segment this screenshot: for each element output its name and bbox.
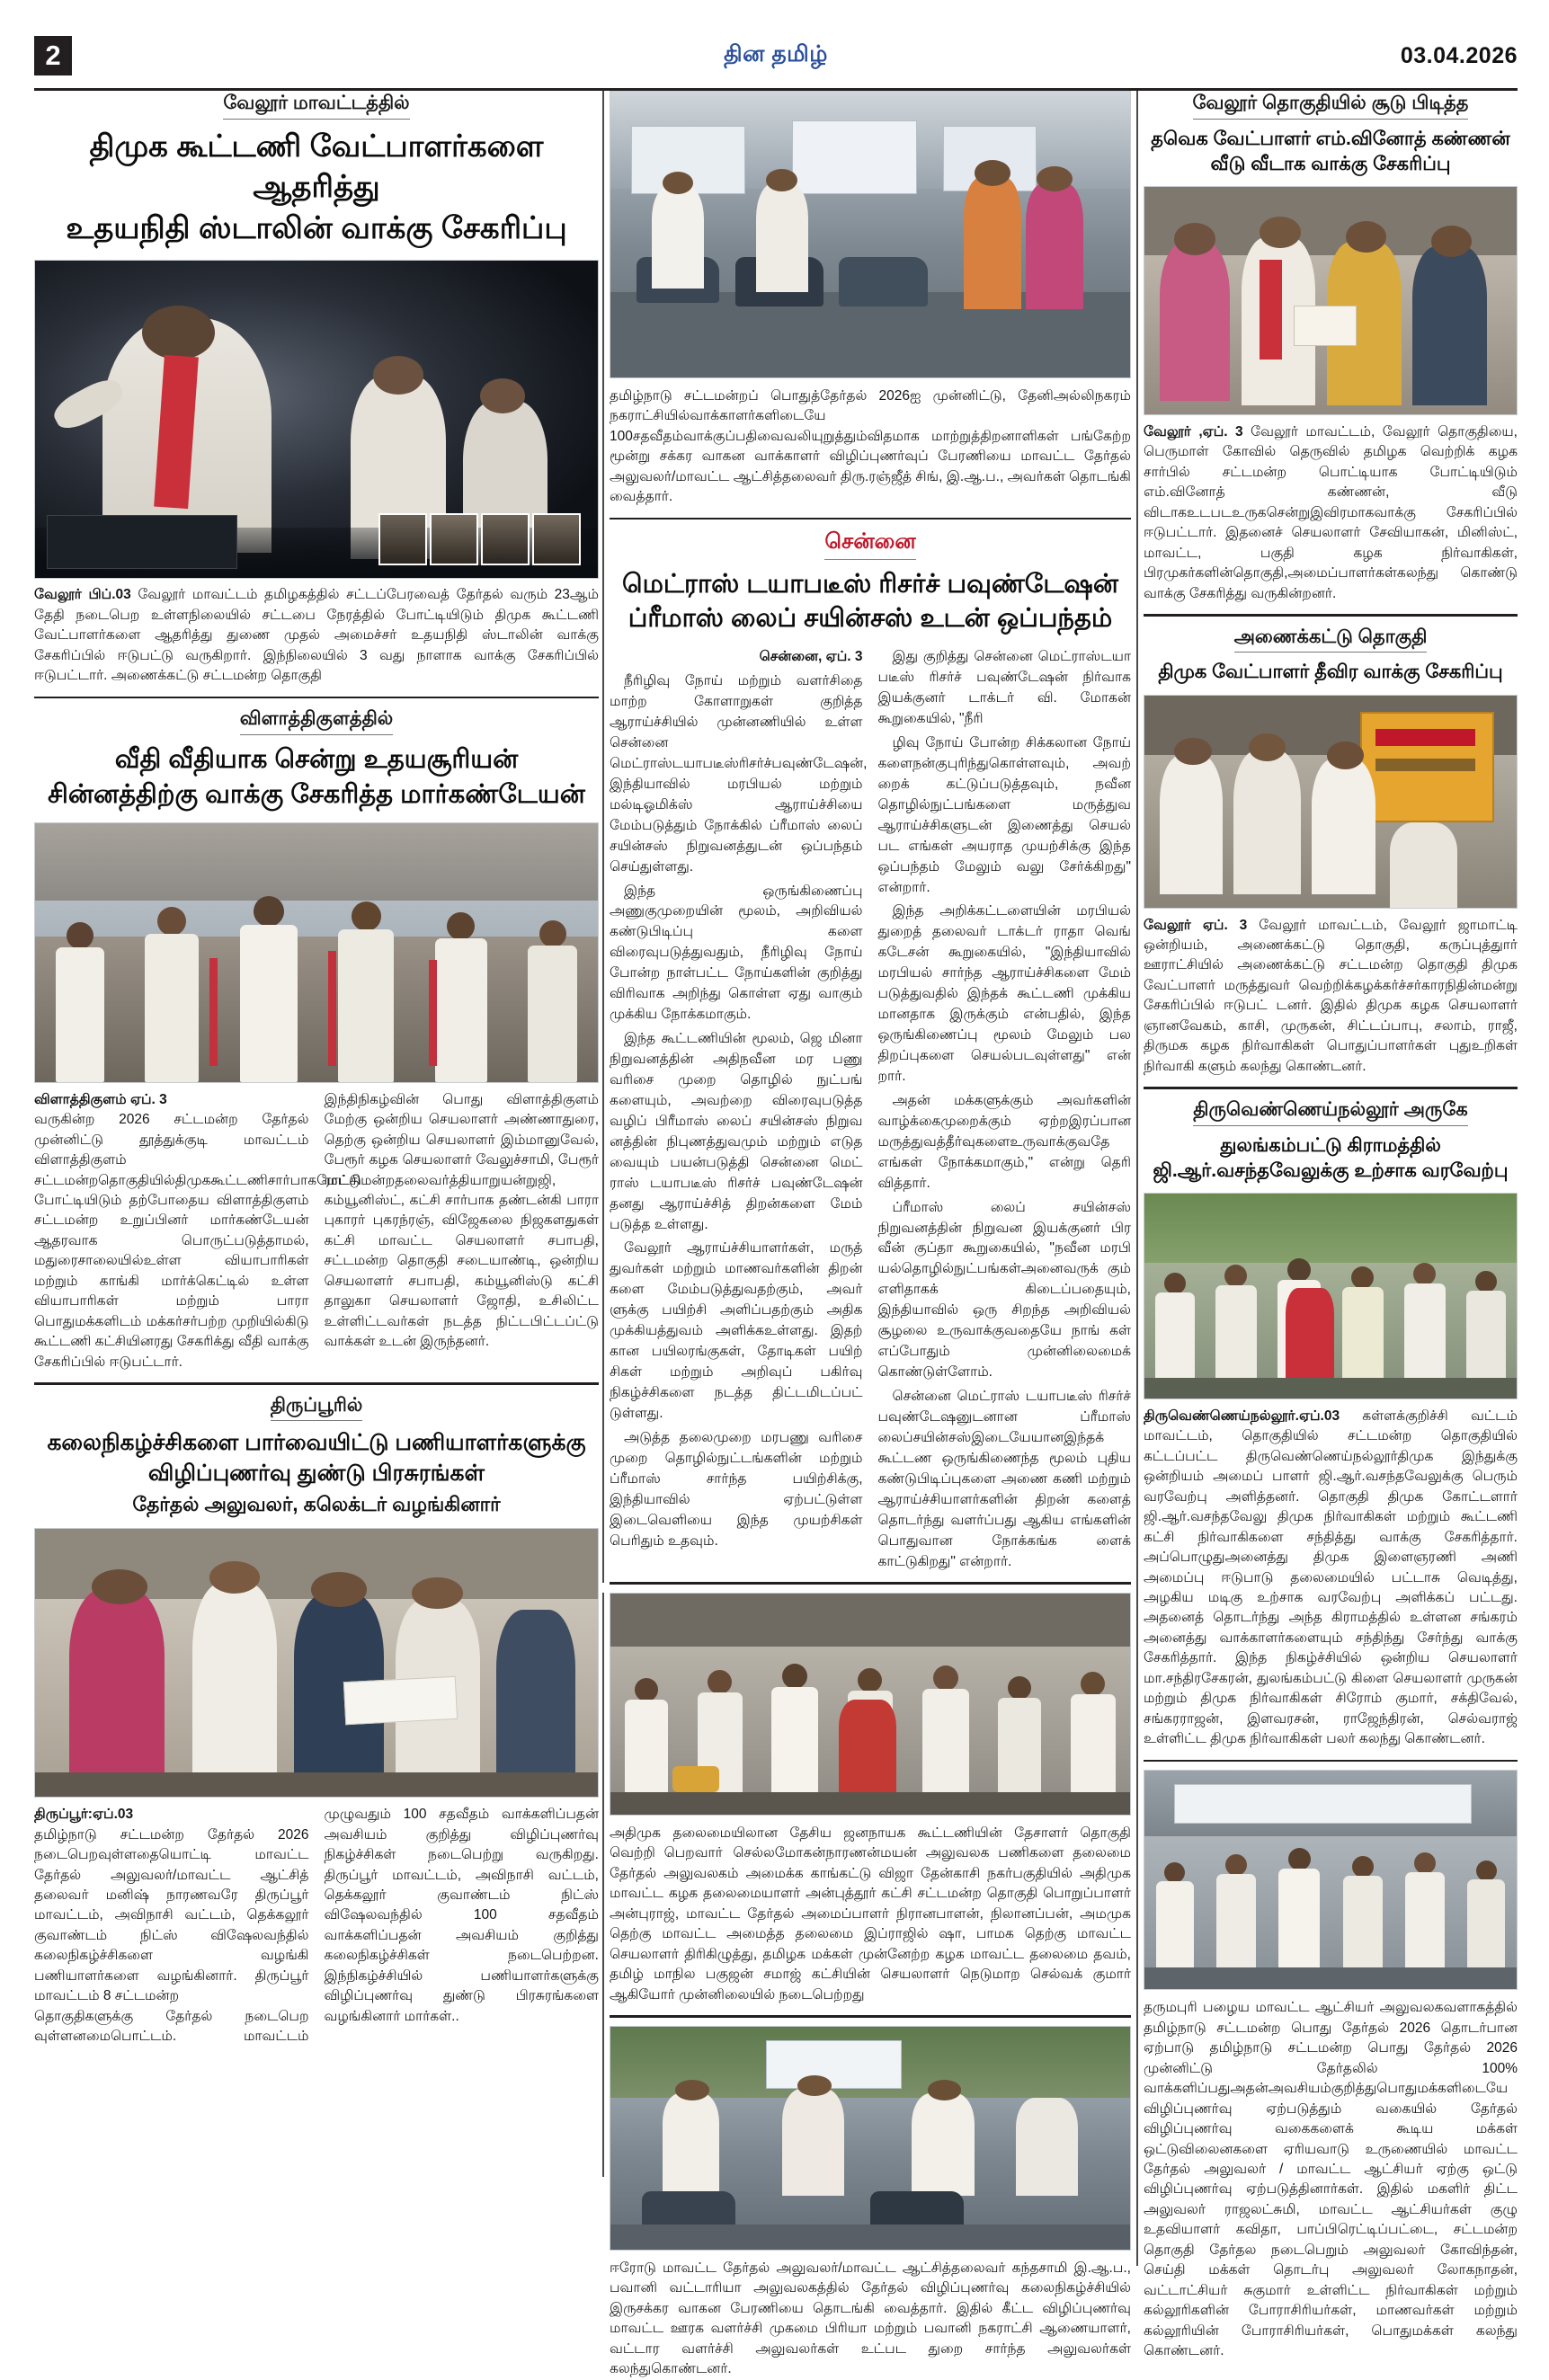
caption-dateline-3: திருப்பூர்:ஏப்.03: [34, 1807, 134, 1823]
city-tag-chennai: சென்னை: [824, 528, 915, 559]
caption-erode: ஈரோடு மாவட்ட தேர்தல் அலுவலர்/மாவட்ட ஆட்சித்தலைவர் கந்தசாமி இ.ஆ.ப., பவானி வட்டாரியா அலுவலகத்தில் தேர்தல் விழிப்புணர்வு கலைநிகழ்ச்சியில் இருசக்கர வாகன பேரணியை தொடங்கி வைத்தார். இதில் கீட்ட விழிப்புணர்வு மாவட்ட ஊரக வளர்ச்சி முகமை பிரியா மற்றும் பவானி நகராட்சி ஆணையாளர், வட்டார வளர்ச்சி அலுவலர்கள் உட்பட துறை சார்ந்த அலுவலர்கள் கலந்துகொண்டனர்.: [610, 2260, 1131, 2377]
caption-udhayanidhi: [34, 585, 599, 686]
mdrf-p1: நீரிழிவு நோய் மற்றும் வளர்சிதை மாற்ற கோளாறுகள் குறித்த ஆராய்ச்சியில் முன்னணியில் உள்ள சென்னை மெட்ராஸ்டயாபடீஸ்ரிசர்ச்பவுண்டேஷன், இந்தியாவில் மரபியல் மற்றும் மல்டிஓமிக்ஸ் ஆராய்ச்சியை மேம்படுத்தும் நோக்கில் ப்ரீமாஸ் லைப் சயின்சஸ் நிறுவனத்துடன் ஒப்பந்தம் செய்துள்ளது.: [610, 673, 868, 875]
mdrf-p6: இது குறித்து சென்னை மெட்ராஸ்டயா படீஸ் ரிசர்ச் பவுண்டேஷன் நிர்வாக இயக்குனர் டாக்டர் வி. மோகன் கூறுகையில், "நீரி: [877, 649, 1131, 727]
mdrf-p2: இந்த ஒருங்கிணைப்பு அணுகுமுறையின் மூலம், அறிவியல் கண்டுபிடிப்பு களை விரைவுபடுத்துவதும், நீரிழிவு நோய் போன்ற நாள்பட்ட நோய்களின் குறித்து விரிவாக அறிந்து கொள்ள ஏது வாகும் முக்கிய நோக்கமாகும்.: [610, 883, 863, 1023]
body-mdrf: [610, 647, 1131, 1572]
kicker-anaikattu: அணைக்கட்டு தொகுதி: [1234, 625, 1428, 653]
article-theni-rally: [610, 91, 1131, 508]
mdrf-p9: அதன் மக்களுக்கும் அவர்களின் வாழ்க்கைமுறைக்கும் ஏற்றஇரப்பான மருத்துவத்தீர்வுகளைஉருவாக்குவதே எங்கள் நோக்கமாகும்," என்று தெரி வித்தார்.: [877, 1092, 1131, 1191]
article-vinoth-kannan: [1144, 91, 1518, 604]
caption-dateline: வேலூர் பிப்.03: [34, 587, 131, 603]
headline-vilathikulam-2: சின்னத்திற்கு வாக்கு சேகரித்த மார்கண்டேயன்: [48, 779, 585, 809]
issue-date: 03.04.2026: [1400, 43, 1518, 68]
headline-vinoth-2: வீடு வீடாக வாக்கு சேகரிப்பு: [1210, 153, 1451, 174]
headline-mdrf-2: ப்ரீமாஸ் லைப் சயின்சஸ் உடன் ஒப்பந்தம்: [628, 604, 1113, 634]
caption-dateline-c1: வேலூர் ,ஏப். 3: [1144, 423, 1243, 440]
caption-vinoth: [1144, 422, 1518, 604]
photo-aiadmk-meeting: [610, 1593, 1131, 1816]
column-divider-right: [1136, 91, 1138, 2266]
kicker-vellore-constituency: வேலூர் தொகுதியில் சூடு பிடித்த: [1193, 91, 1469, 120]
caption-dateline-2: விளாத்திகுளம் ஏப். 3: [34, 1091, 167, 1107]
headline-thulagampattu-1: துலங்கம்பட்டு கிராமத்தில்: [1220, 1134, 1441, 1156]
middle-column: [610, 91, 1131, 2380]
headline-anaikattu: திமுக வேட்பாளர் தீவிர வாக்கு சேகரிப்பு: [1158, 662, 1503, 683]
photo-thulagampattu-welcome: [1144, 1193, 1518, 1399]
article-divider-right-2: [1144, 1087, 1518, 1089]
photo-erode-bike-rally: [610, 2026, 1131, 2251]
photo-tiruppur-factory: [34, 1528, 599, 1798]
headline-vilathikulam-1: வீதி வீதியாக சென்று உதயசூரியன்: [114, 744, 519, 774]
mdrf-p5: அடுத்த தலைமுறை மரபணு வரிசை முறை தொழில்நுட்டங்களின் மற்றும் ப்ரீமாஸ் சார்ந்த பயிற்சிக்கு, இந்தியாவில் ஏற்பட்டுள்ள இடைவெளியை இந்த முயற்சிகள் பெரிதும் உதவும்.: [610, 1429, 863, 1549]
headline-tiruppur-2: விழிப்புணர்வு துண்டு பிரசுரங்கள்: [147, 1460, 485, 1486]
article-divider-right-1: [1144, 614, 1518, 617]
right-column: [1144, 91, 1518, 2362]
photo-dharmapuri-awareness: [1144, 1770, 1518, 1990]
masthead: [34, 36, 1518, 88]
article-vilathikulam: [34, 706, 599, 1372]
mdrf-p7: ழிவு நோய் போன்ற சிக்கலான நோய் களைநன்குபுரிந்துகொள்ளவும், அவற் றைக் கட்டுப்படுத்தவும், நவீன தொழில்நுட்பங்களை மருத்துவ ஆராய்ச்சிகளுடன் இணைத்து செயல் பட எங்கள் அயராத முயற்சிக்கு இந்த ஒப்பந்தம் மேலும் வலு சேர்க்கிறது" என்றார்.: [877, 734, 1131, 895]
headline-mdrf-1: மெட்ராஸ் டயாபடீஸ் ரிசர்ச் பவுண்டேஷன்: [622, 569, 1118, 599]
article-anaikattu: [1144, 625, 1518, 1078]
article-divider-2: [34, 1382, 599, 1385]
dateline-mdrf: சென்னை, ஏப். 3: [759, 649, 863, 665]
article-vellore-udhayanidhi: [34, 91, 599, 687]
article-thulagampattu: [1144, 1097, 1518, 1750]
headline-tiruppur-1: கலைநிகழ்ச்சிகளை பார்வையிட்டு பணியாளர்களுக்கு: [47, 1430, 586, 1456]
article-divider-mid-2: [610, 1582, 1131, 1585]
article-mdrf: [610, 528, 1131, 1572]
mdrf-p4: வேலூர் ஆராய்ச்சியாளர்கள், மருத் துவர்கள் மற்றும் மாணவர்களின் திறன் களை மேம்படுத்துவதற்கும், அவர் ளுக்கு பயிற்சி அளிப்பதற்கும் அதிக முக்கியத்துவம் அளிக்கஉள்ளது. இதற் கான பயிலரங்குகள், தோடிகள் பயிற் சிகள் மற்றும் அறிவுப் பகிர்வு நிகழ்ச்சிகளை நடத்த திட்டமிடப்பட் டுள்ளது.: [610, 1240, 863, 1421]
article-aiadmk: [610, 1593, 1131, 2005]
caption-theni: தமிழ்நாடு சட்டமன்றப் பொதுத்தேர்தல் 2026ஐ முன்னிட்டு, தேனிஅல்லிநகரம் நகராட்சியில்வாக்காளர்களிடையே 100சதவீதம்வாக்குப்பதிவைவலியுறுத்தும்விதமாக மாற்றுத்திறனாளிகள் பங்கேற்ற மூன்று சக்கர வாகன வாக்காளர் விழிப்புணர்வுப் பேரணியை மாவட்ட தேர்தல் அலுவலர்/மாவட்ட ஆட்சித்தலைவர் திரு.ரஞ்ஜீத் சிங், இ.ஆ.ப., அவர்கள் தொடங்கி வைத்தார்.: [610, 388, 1131, 505]
article-divider-1: [34, 697, 599, 699]
inset-portraits: [378, 513, 581, 565]
mdrf-p10: ப்ரீமாஸ் லைப் சயின்சஸ் நிறுவனத்தின் நிறுவன இயக்குனர் பிர வீன் குப்தா கூறுகையில், "நவீன மரபி யல்தொழில்நுட்பங்கள்அனைவருக் கும் எளிதாகக் கிடைப்பதையும், இந்தியாவில் ஒரு சிறந்த அறிவியல் சூழலை உருவாக்குவதையே நாங் கள் எப்போதும் முன்னிலைமைக் கொண்டுள்ளோம்.: [877, 1199, 1131, 1381]
left-column: [34, 91, 599, 2047]
caption-text-c2: வேலூர் மாவட்டம், வேலூர் ஜாமாட்டி ஒன்றியம், அணைக்கட்டு தொகுதி, கருப்புத்துார் ஊராட்சியில் அணைக்கட்டு சட்டமன்ற தொகுதி திமுக வேட்பாளர் மருத்துவர் வெற்றிக்கழக்கர்ச்சர்காரநிதின்மன்று சேகரிப்பில் ஈடுபட் டனர். இதில் திமுக கழக செயலாளர் ஞானவேகம், காசி, முருகன், சிட்டப்பாபு, சலாம், ராஜீ, திருமக கழக நிர்வாகிகள் பொதுப்பாளர்கள் புதுஉறிகள் நிர்வாகி களும் கலந்து கொண்டனர்.: [1144, 917, 1518, 1074]
caption-dateline-c2: வேலூர் ஏப். 3: [1144, 917, 1248, 933]
caption-aiadmk: அதிமுக தலைமையிலான தேசிய ஜனநாயக கூட்டணியின் தேசாளர் தொகுதி வெற்றி பெறவாா் செல்லமோகன்நாரணன்மயன் அலுவலக பணிகளை தலைமை தேர்தல் அலுவலகம் அமைக்க காங்கட்டு விஜா தேன்காசி நகர்பகுதியில் அதிமுக மாவட்ட கழக தலைமையாளர் அன்புத்தூர் கட்சி சட்டமன்ற தொகுதி பொறுப்பாளர் அன்புராஜ், மாவட்ட தேர்தல் அமைப்பாளர் நிரானபாளன், நிலானப்பன், அமமுக தெற்கு மாவட்ட அமைத்த தலைமை இப்ராஜில் ஷா, பாமக தெற்கு மாவட்ட செயலாளர் திரிகிழுத்து, தமிழக மக்கள் முன்னேற்ற கழக மாவட்ட தலைமை தவம், தமிழ் மாநில பகுஜன் சமாஜ் கட்சியின் செயலாளர் நெடுமாற செல்வக் குமார் ஆகியோர் முன்னிலையில் நடைபெற்றது: [610, 1825, 1131, 2003]
caption-dateline-c3: திருவெண்ணெய்நல்லூர்.ஏப்.03: [1144, 1408, 1340, 1424]
caption-anaikattu: [1144, 916, 1518, 1078]
caption-tiruppur: [34, 1805, 599, 2047]
headline-thulagampattu-2: ஜி.ஆர்.வசந்தவேலுக்கு உற்சாக வரவேற்பு: [1153, 1159, 1509, 1181]
caption-vilathikulam: [34, 1090, 599, 1373]
kicker-vilathikulam: விளாத்திகுளத்தில்: [240, 706, 394, 735]
caption-dharmapuri: தருமபுரி பழைய மாவட்ட ஆட்சியர் அலுவலகவளாகத்தில் தமிழ்நாடு சட்டமன்ற பொது தேர்தல் 2026 தொடர்பான ஏற்பாடு தமிழ்நாடு சட்டமன்ற பொது தேர்தல் 2026 முன்னிட்டு தேர்தலில் 100% வாக்களிப்பதுஅதன்அவசியம்குறித்துபொதுமக்களிடையே விழிப்புணர்வு ஏற்படுத்தும் வகையில் தேர்தல் விழிப்புணர்வு வகைகளைக் கூடிய மக்கள் ஒட்டுவிலைனகளை ஏரியவாடு உருணையில் மாவட்ட தேர்தல் அலுவலர் / மாவட்ட ஆட்சியர் ஏற்கு ஒட்டு விழிப்புணர்வு ஏற்படுத்தினார்கள். இதில் மகளிர் திட்ட அலுவலர் ராஜலட்சுமி, மாவட்ட ஆட்சியர்கள் குழு உதவியாளர் கவிதா, பாப்பிரெட்டிப்பட்டை, சட்டமன்ற தொகுதி தேர்தல நடைபெறும் அலுவலர் கோவிந்தன், செய்தி மக்கள் தொடர்பு அலுவலர் லோகநாதன், வட்டாட்சியர் சுகுமார் உள்ளிட்ட நிர்வாகிகள் மற்றும் கல்லூரிகளின் போராசிரியர்கள், மாணவர்கள் மற்றும் கல்லூரியின் போராசிரியர்கள், பொதுமக்கள் கலந்து கொண்டனர்.: [1144, 2000, 1518, 2359]
kicker-thiruvennainallur: திருவெண்ணெய்நல்லூர் அருகே: [1193, 1097, 1467, 1126]
page-number-badge: 2: [34, 36, 72, 75]
headline-line1: திமுக கூட்டணி வேட்பாளர்களை ஆதரித்து: [89, 129, 544, 205]
caption-text-3b: தொகுதிகளுக்கு தேர்தல் நடைபெற வுள்ளனமைபொட்டம். மாவட்டம் முழுவதும் 100 சதவீதம் வாக்களிப்பதன் அவசியம் குறித்து விழிப்புணர்வு நிகழ்ச்சிகள் நடைபெற்று வருகிறது. திருப்பூர் மாவட்டம், அவிநாசி வட்டம், தெக்கலூர் குவாண்டம் நிட்ஸ் விஷேலவந்தில் 100 சதவீதம் வாக்களிப்பதன் அவசியம் குறித்து கலைநிகழ்ச்சிகள் நடைபெற்றன. இந்நிகழ்ச்சியில் பணியாளர்களுக்கு விழிப்புணர்வு துண்டு பிரசுரங்களை வழங்கினார் மார்கள்..: [34, 1807, 599, 2045]
photo-vinoth-campaign: [1144, 186, 1518, 415]
caption-text-2: வருகின்ற 2026 சட்டமன்ற தேர்தல் முன்னிட்டு தூத்துக்குடி மாவட்டம் விளாத்திகுளம் சட்டமன்றதொகுதியில்திமுககூட்டணிசார்பாகமேட்டு போட்டியிடும் தற்போதைய விளாத்திகுளம் சட்டமன்ற உறுப்பினர் மார்கண்டேயன் ஆதரவாக பொருட்படுத்தாமல், மதுரைசாலையில்உள்ள வியாபாரிகள் மற்றும் காங்கி மார்க்கெட்டில் உள்ள வியாபாரிகள் மற்றும் பாரா பொதுமக்களிடம் மக்கர்சர்பற்ற முறியில்கிடு கூட்டணி கட்சியினரது சேகரிக்து வீதி வாக்கு சேகரிப்பில் ஈடுபட்டார்.: [34, 1112, 361, 1370]
caption-text-c1: வேலூர் மாவட்டம், வேலூர் தொகுதியை, பெருமாள் கோவில் தெருவில் தமிழக வெற்றிக் கழக சார்பில் சட்டமன்ற பொட்டியாக போட்டியிடும் எம்.வினோத் கண்ணன், வீடு விடாகஉடபடஉருகசென்றுஇவிரமாகவாக்கு சேகரிப்பில் ஈடுபட்டார். இதனைச் செயலாளர் சேவியாகன், மினிஸ்ட், மாவட்ட, பகுதி கழக நிர்வாகிகள், பிரமுகர்களின்தொகுதி,அமைப்பாளர்கள்கலந்து கொண்டு வாக்கு சேகரித்து வருகின்றனர்.: [1144, 423, 1518, 601]
caption-text-3: தமிழ்நாடு சட்டமன்ற தேர்தல் 2026 நடைபெறவுள்ளதையொட்டி மாவட்ட தேர்தல் அலுவலர்/மாவட்ட ஆட்சித் தலைவர் மனிஷ் நாரணவரே திருப்பூர் மாவட்டம், அவிநாசி வட்டம், தெக்கலூர் குவாண்டம் நிட்ஸ் விஷேலவந்தில் கலைநிகழ்ச்சிகளை வழங்கி பணியாளர்களை வழங்கினார். திருப்பூர் மாவட்டம் 8 சட்டமன்ற: [34, 1826, 309, 2004]
subhead-tiruppur: தேர்தல் அலுவலர், கலெக்டர் வழங்கினார்: [132, 1493, 501, 1516]
article-divider-mid-1: [610, 518, 1131, 520]
photo-vilathikulam-march: [34, 822, 599, 1083]
article-divider-right-3: [1144, 1760, 1518, 1763]
caption-thulagampattu: [1144, 1407, 1518, 1750]
article-dharmapuri: [1144, 1770, 1518, 2361]
caption-text-2b: இந்திநிகழ்வின் பொது விளாத்திகுளம் மேற்கு ஒன்றிய செயலாளர் அண்ணாதுரை, தெற்கு ஒன்றிய செயலாளர் இம்மானுவேல், பேரூர் கழக செயலாளர் வேலுச்சாமி, பேரூர் ராட்சிமன்றதலைவர்த்தியாறுயன்றுஜி, கம்யூனிஸ்ட், கட்சி சார்பாக தண்டன்கி பாரா புகாரர் புகரந்ரஞ், விஜேகலை நிஜகளதுகள் கட்சி மாவட்ட செயலாளர் சபாபதி, சட்டமன்ற தொகுதி சடையாண்டி, ஒன்றிய செயலாளர் சபாபதி, கம்யூனிஸ்டு கட்சி தாலுகா செயலாளர் ஜோதி, உசிலிட்ட உள்ளிட்டவர்கள் நடத்த நிட்டபிட்டப்ட்டு வாக்கள் உடன் இருந்தனர்.: [324, 1091, 599, 1350]
photo-udhayanidhi-rally: [34, 260, 599, 579]
column-divider-left-lower: [602, 1593, 604, 2177]
kicker-tiruppur: திருப்பூரில்: [271, 1393, 363, 1422]
mdrf-p3: இந்த கூட்டணியின் மூலம், ஜெ மினா நிறுவனத்தின் அதிநவீன மர பணு வரிசை முறை தொழில் நுட்பங் களையும், அவற்றை விரைவுபடுத்த வழிப் பிரீமாஸ் லைப் சயின்சஸ் நிறுவ னத்தின் நிபுணத்துவமும் மற்றும் எடுத வையும் பயன்படுத்தி சென்னை மெட் ராஸ் டயாபடீஸ் ரிசர்ச் பவுண்டேஷன் தனது ஆராய்ச்சித் திறன்களை மேம் படுத்த உள்ளது.: [610, 1031, 863, 1232]
photo-anaikattu-campaign: [1144, 695, 1518, 909]
column-divider-left: [602, 91, 604, 1583]
article-erode-rally: [610, 2026, 1131, 2380]
mdrf-p11: சென்னை மெட்ராஸ் டயாபடீஸ் ரிசர்ச் பவுண்டேஷனுடனான ப்ரீமாஸ் லைப்சயின்சஸ்இடையேயானஇந்தக் கூட்டண ஒருங்கிணைந்த மூலம் புதிய கண்டுபிடிப்புகளை அணை கணி மற்றும் ஆராய்ச்சியாளர்களின் திறன் களைத் தொடர்ந்து வளர்ப்பது ஆகிய எங்களின் பொதுவான நோக்கங்க ளைக் காட்டுகிறது" என்றார்.: [877, 1389, 1131, 1569]
article-divider-mid-3: [610, 2015, 1131, 2018]
photo-theni-scooter-rally: [610, 91, 1131, 378]
headline-line2: உதயநிதி ஸ்டாலின் வாக்கு சேகரிப்பு: [66, 210, 567, 245]
mdrf-p8: இந்த அறிக்கட்டளையின் மரபியல் துறைத் தலைவர் டாக்டர் ராதா வெங் கடேசன் கூறுகையில், "இந்தியாவில் மரபியல் சார்ந்த ஆராய்ச்சிகளை மேம் படுத்துவதில் இந்தக் கூட்டணி முக்கிய மானதாக இருக்கும் என்பதில், இந்த ஒருங்கிணைப்பு மூலம் மேலும் பல திறப்புகளை செயல்படவுள்ளது" என் றார்.: [877, 903, 1131, 1084]
article-tiruppur: [34, 1393, 599, 2047]
paper-title: தின தமிழ்: [724, 41, 828, 67]
caption-text: வேலூர் மாவட்டம் தமிழகத்தில் சட்டப்பேரவைத் தேர்தல் வரும் 23ஆம் தேதி நடைபெற உள்ளநிலையில் சட்டபை நேரத்தில் போட்டியிடும் திமுக கூட்டணி வேட்பாளர்களை ஆதரித்து துணை முதல் அமைச்சர் உதயநிதி ஸ்டாலின் வாக்கு சேகரிப்பில் ஈடுபட்டு வருகிறார். இந்நிலையில் 3 வது நாளாக வாக்கு சேகரிப்பில் ஈடுபட்டார். அணைக்கட்டு சட்டமன்ற தொகுதி: [34, 587, 600, 684]
caption-text-c3: கள்ளக்குறிச்சி வட்டம் மாவட்டம், தொகுதியில் சட்டமன்ற தொகுதியில் கட்டப்பட்ட திருவெண்ணெய்நல்லூர்திமுக இந்துக்கு ஒன்றியம் அமைப் பாளர் ஜி.ஆர்.வசந்தவேலுக்கு பெரும் வரவேற்பு அளித்தனர். தொகுதி திமுக கோட்டளார் ஜி.ஆர்.வசந்தவேலு திமுக நிர்வாகிகள் மற்றும் கூட்டணி கட்சி நிர்வாகிகளை சந்தித்து வாக்கு சேகரித்தார். அப்பொழுதுஅனைத்து திமுக இளைஞரணி அணி அமைப்பு ஈடுபாடு தலைமையில் பட்டாசு வெடித்து, அழகிய மடிகு உற்சாக வரவேற்பு அளிக்கப் பட்டது. அதனைத் தொடர்ந்து அந்த கிராமத்தில் உள்ளன சங்கரம் அனைத்து வாக்காளர்களையும் சந்திந்து சேர்ந்து வாக்கு சேகரித்தார். இந்த நிகழ்ச்சியில் ஒன்றிய செயலாளர் மா.சந்திரசேகரன், துலங்கம்பட்டு கிளை செயலாளர் முருகன் மற்றும் திமுக நிர்வாகிகள் சிரோம் குமார், சக்திவேல், சங்கரராஜன், இளவரசன், ராஜேந்திரன், செல்வராஜ் உள்ளிட்ட திமுக நிர்வாகிகள் பலர் கலந்து கொண்டனர்.: [1144, 1408, 1518, 1747]
headline-vinoth-1: தவெக வேட்பாளர் எம்.வினோத் கண்ணன்: [1151, 128, 1510, 149]
kicker-vellore: வேலூர் மாவட்டத்தில்: [223, 91, 409, 120]
